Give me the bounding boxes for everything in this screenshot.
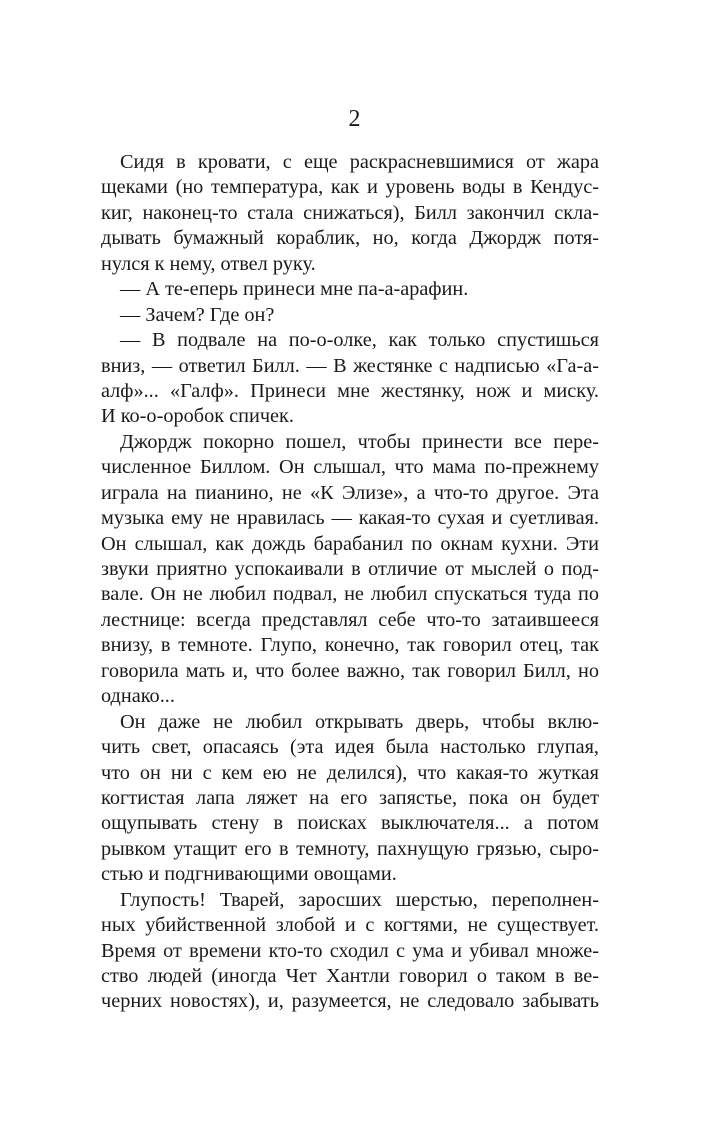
text-line: Он даже не любил открывать дверь, чтобы вклю- [120, 710, 599, 733]
text-line: однако... [101, 685, 175, 708]
text-line: щеками (но температура, как и уровень воды в Кендус- [101, 176, 599, 199]
text-line: Глупость! Тварей, заросших шерстью, переполнен- [120, 888, 599, 911]
text-line: Сидя в кровати, с еще раскрасневшимися от жара [120, 151, 599, 173]
text-line: внизу, в темноте. Глупо, конечно, так говорил отец, так [101, 634, 599, 657]
text-line: ных убийственной злобой и с когтями, не существует. [101, 914, 599, 937]
text-line: Время от времени кто-то сходил с ума и убивал множе- [101, 939, 599, 962]
text-line: чить свет, опасаясь (эта идея была настолько глупая, [101, 736, 599, 759]
text-line: Джордж покорно пошел, чтобы принести все пере- [120, 430, 599, 453]
page-number: 2 [348, 106, 361, 132]
text-line: вале. Он не любил подвал, не любил спускаться туда по [101, 583, 599, 606]
text-line: — В подвале на по-о-олке, как только спустишься [120, 329, 599, 352]
text-line: ство людей (иногда Чет Хантли говорил о таком в ве- [101, 965, 599, 987]
text-line: Он слышал, как дождь барабанил по окнам кухни. Эти [101, 532, 599, 555]
text-line: — Зачем? Где он? [120, 303, 275, 326]
text-line: вниз, — ответил Билл. — В жестянке с надписью «Га-а- [101, 354, 599, 377]
text-line: дывать бумажный кораблик, но, когда Джордж потя- [101, 227, 599, 250]
text-line: — А те-еперь принеси мне па-а-арафин. [120, 278, 469, 301]
text-line: рывком утащит его в темноту, пахнущую грязью, сыро- [101, 837, 599, 860]
text-line: что он ни с кем ею не делился), что какая-то жуткая [101, 761, 599, 784]
text-line: стью и подгнивающими овощами. [101, 863, 397, 886]
text-line: численное Биллом. Он слышал, что мама по-прежнему [101, 456, 599, 479]
text-line: звуки приятно успокаивали в отличие от мыслей о под- [101, 558, 599, 580]
text-line: нулся к нему, отвел руку. [101, 252, 316, 275]
text-line: когтистая лапа ляжет на его запястье, пока он будет [101, 786, 599, 809]
text-line: музыка ему не нравилась — какая-то сухая и суетливая. [101, 507, 599, 530]
text-line: алф»... «Галф». Принеси мне жестянку, нож и миску. [101, 379, 599, 402]
text-line: лестнице: всегда представлял себе что-то затаившееся [101, 608, 599, 631]
text-line: говорила мать и, что более важно, так говорил Билл, но [101, 659, 599, 682]
body-text [101, 150, 599, 1015]
text-line: играла на пианино, не «К Элизе», а что-то другое. Эта [101, 481, 599, 504]
text-line: киг, наконец-то стала снижаться), Билл закончил скла- [101, 201, 599, 224]
text-line: ощупывать стену в поисках выключателя... а потом [101, 812, 599, 835]
text-line: черних новостях), и, разумеется, не следовало забывать [101, 990, 599, 1013]
text-line: И ко-о-оробок спичек. [101, 405, 294, 428]
